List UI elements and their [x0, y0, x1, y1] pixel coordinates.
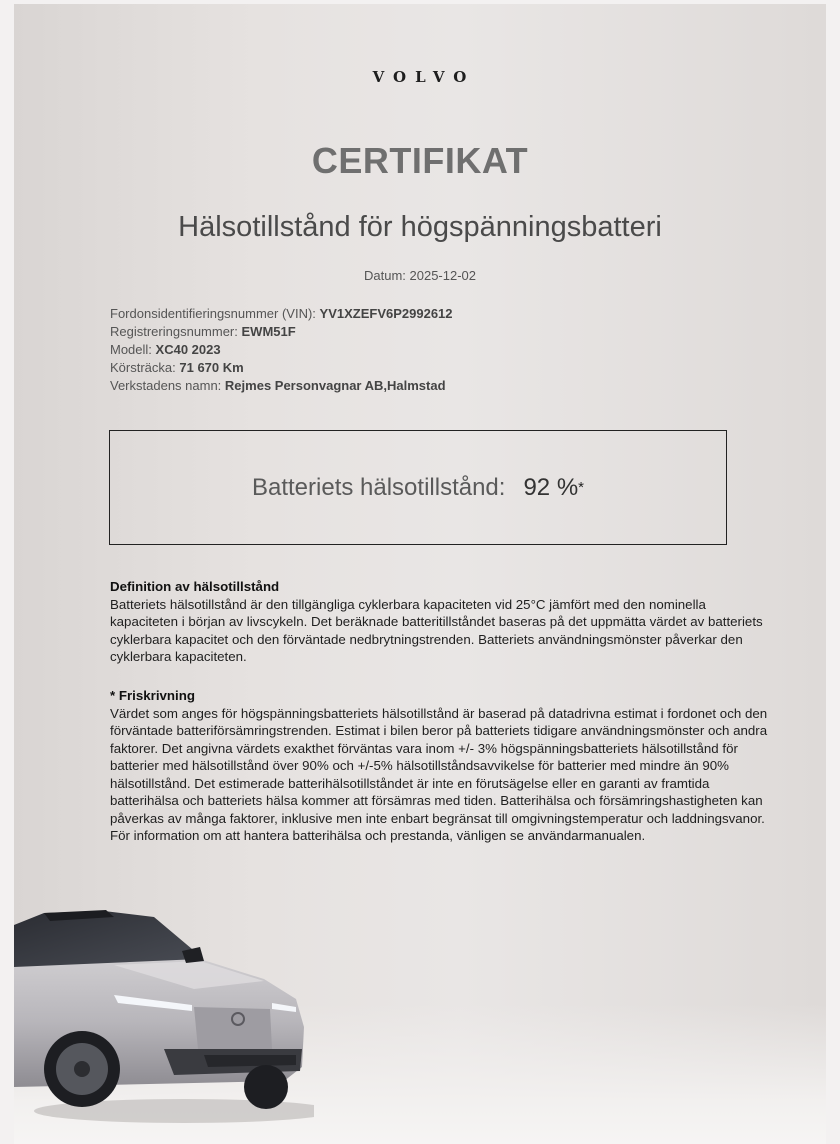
mileage-row — [110, 359, 453, 377]
certificate-date — [14, 268, 826, 283]
vin-value: YV1XZEFV6P2992612 — [319, 306, 453, 321]
model-label: Modell: — [110, 342, 152, 357]
workshop-value: Rejmes Personvagnar AB,Halmstad — [224, 378, 446, 393]
vehicle-info — [110, 305, 453, 395]
disclaimer-heading: * Friskrivning — [110, 688, 195, 703]
workshop-row — [110, 377, 453, 395]
vin-row — [110, 305, 453, 323]
registration-row — [110, 323, 453, 341]
battery-health-box — [109, 430, 727, 545]
certificate-page — [14, 4, 826, 1144]
mileage-value: 71 670 Km — [179, 360, 244, 375]
definition-heading: Definition av hälsotillstånd — [110, 579, 280, 594]
page-title: CERTIFIKAT — [311, 140, 529, 181]
workshop-label: Verkstadens namn: — [110, 378, 222, 393]
page-subtitle: Hälsotillstånd för högspänningsbatteri — [178, 211, 662, 243]
definition-body: Batteriets hälsotillstånd är den tillgängliga cyklerbara kapaciteten vid 25°C jämfört med den nominella kapaciteten i början av livscykeln. Det beräknade batteritillståndet baseras på det uppmätta värdet av batteriets cyklerbara kapacitet och den förväntade nedbrytningstrenden. Batteriets användningsmönster påverkar den cyklerbara kapaciteten. — [110, 596, 763, 664]
model-value: XC40 2023 — [155, 342, 221, 357]
disclaimer-body: Värdet som anges för högspänningsbatteriets hälsotillstånd är baserad på datadrivna estimat i fordonet och den förväntade batteriförsämringstrenden. Estimat i bilen beror på batteriets tidigare användningsmönster och andra faktorer. Det angivna värdets exakthet förväntas vara inom +/- 3% högspänningsbatteriets hälsotillstånd för batterier med hälsotillstånd över 90% och +/-5% hälsotillståndsavvikelse för batterier med mindre än 90% hälsotillstånd. Det estimerade batterihälsotillståndet är inte en förutsägelse eller en garanti av framtida batterihälsa och batteriets hälsa kommer att försämras med tiden. Batterihälsa och försämringshastigheten kan påverkas av många faktorer, inklusive men inte enbart begränsat till omgivningstemperatur och laddningsvanor. För information om att hantera batterihälsa och prestanda, vänligen se användarmanualen. — [110, 705, 768, 843]
registration-value: EWM51F — [241, 324, 296, 339]
date-value: 2025-12-02 — [409, 268, 477, 283]
model-row — [110, 341, 453, 359]
disclaimer-section — [110, 687, 770, 845]
vin-label: Fordonsidentifieringsnummer (VIN): — [110, 306, 316, 321]
battery-health-label: Batteriets hälsotillstånd: — [251, 473, 506, 501]
car-photo-icon — [14, 899, 314, 1129]
battery-health-value: 92 % — [523, 473, 579, 501]
mileage-label: Körsträcka: — [110, 360, 176, 375]
volvo-logo: VOLVO — [372, 68, 476, 86]
date-label: Datum: — [363, 268, 406, 283]
footnote-mark: * — [578, 479, 584, 496]
registration-label: Registreringsnummer: — [110, 324, 238, 339]
definition-section — [110, 578, 770, 666]
